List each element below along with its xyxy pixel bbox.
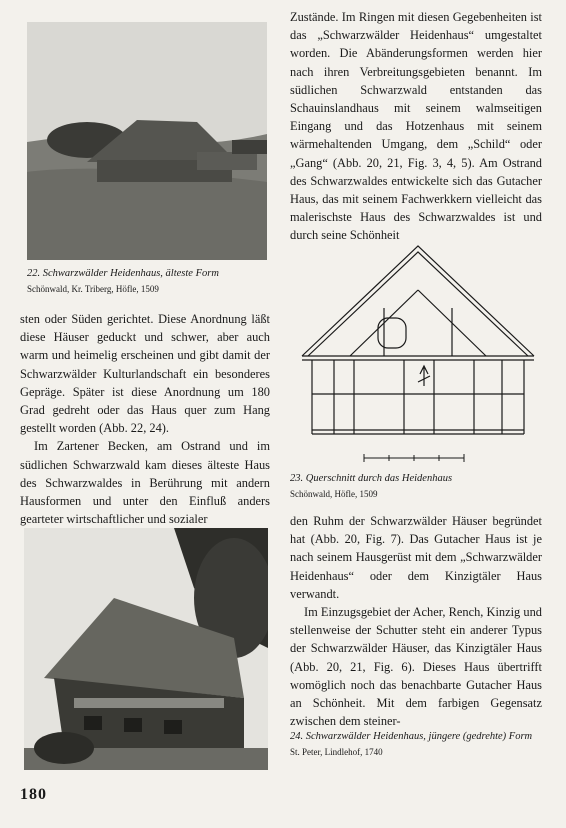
paragraph: Im Einzugsgebiet der Acher, Rench, Kinzig und stellenweise der Schutter steht ein anderer Typus der Schwarzwälder Häuser, das Kinzigtäler Haus (Abb. 20, 21, Fig. 6). Dieses Haus übertrifft womöglich noch das benachbarte Gutacher Haus an Schönheit. Mit dem farbigen Gegensatz zwischen dem steiner-: [290, 605, 542, 729]
paragraph: Zustände. Im Ringen mit diesen Gegebenheiten ist das „Schwarzwälder Heidenhaus“ umgestaltet worden. Die Abänderungsformen werden hier nach ihren Verbreitungsgebieten benannt. Im südlichen Schwarzwald entstanden das Schauinslandhaus mit seinem walmseitigen Eingang und das Hotzenhaus mit seinem wärmehaltenden Umgang, dem „Schild“ oder „Gang“ (Abb. 20, 21, Fig. 3, 4, 5). Am Ostrand des Schwarzwaldes entwickelte sich das Gutacher Haus, das mit seinem Fachwerkkern vielleicht das malerischste Haus des Schwarzwaldes ist und durch seine Schönheit: [290, 10, 542, 243]
right-column-bottom-text: [290, 512, 542, 730]
paragraph: Im Zartener Becken, am Ostrand und im südlichen Schwarzwald kam dieses älteste Haus des Schwarzwaldes in Berührung mit andern Hausformen und unter den Einfluß anders gearteter wirtschaftlicher und sozialer: [20, 439, 270, 527]
figure-24-caption: [290, 730, 542, 759]
figure-23-cross-section: [294, 244, 542, 466]
figure-24-location: St. Peter, Lindlehof, 1740: [290, 747, 383, 757]
figure-24-photo: [24, 528, 268, 770]
left-column-middle-text: [20, 310, 270, 528]
figure-22-title: 22. Schwarzwälder Heidenhaus, älteste Form: [27, 268, 219, 279]
figure-22-photo: [27, 22, 267, 260]
figure-22-caption: [27, 267, 267, 296]
figure-23-title: 23. Querschnitt durch das Heidenhaus: [290, 473, 453, 484]
page-number: 180: [20, 786, 47, 803]
paragraph: den Ruhm der Schwarzwälder Häuser begründet hat (Abb. 20, Fig. 7). Das Gutacher Haus ist je nach seinem Hausgerüst mit dem „Schwarzwälder Heidenhaus“ oder dem Kinzigtäler Haus verwandt.: [290, 514, 542, 601]
figure-22-location: Schönwald, Kr. Triberg, Höfle, 1509: [27, 284, 159, 294]
figure-23-location: Schönwald, Höfle, 1509: [290, 489, 378, 499]
paragraph: sten oder Süden gerichtet. Diese Anordnung läßt diese Häuser geduckt und schwer, aber auch warm und heimelig erscheinen und gibt damit der Schwarzwälder Kulturlandschaft ein besonderes Gepräge. Später ist diese Anordnung um 180 Grad gedreht oder das Haus quer zum Hang gestellt worden (Abb. 22, 24).: [20, 312, 270, 436]
figure-24-title: 24. Schwarzwälder Heidenhaus, jüngere (gedrehte) Form: [290, 731, 533, 742]
figure-23-caption: [290, 472, 542, 501]
right-column-top-text: [290, 8, 542, 245]
